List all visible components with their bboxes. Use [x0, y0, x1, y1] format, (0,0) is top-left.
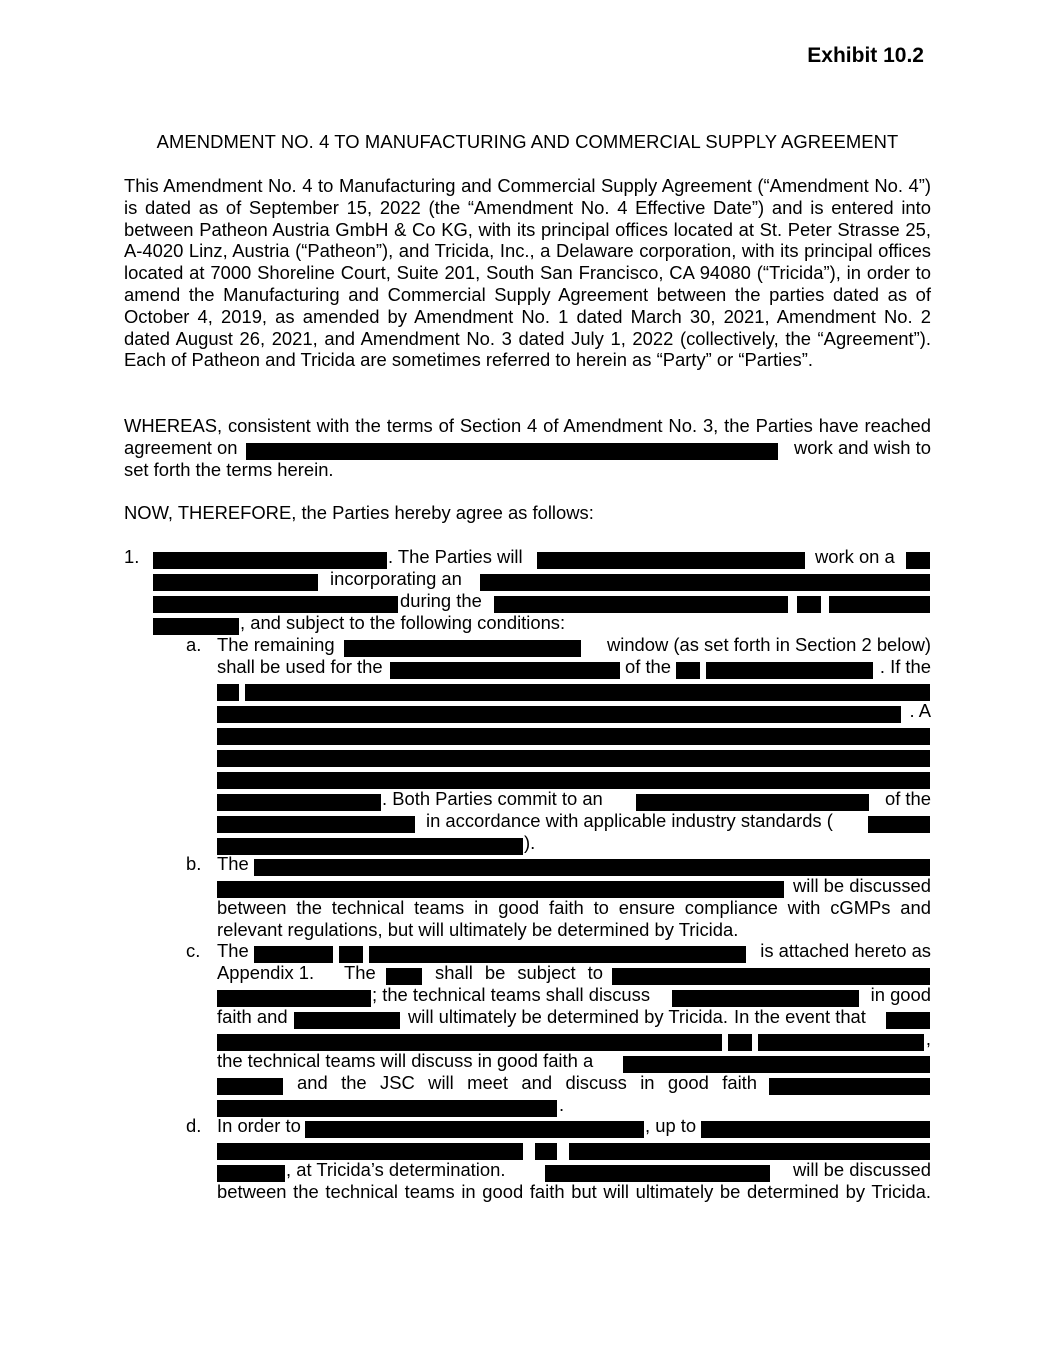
intro-paragraph: This Amendment No. 4 to Manufacturing and Commercial Supply Agreement (“Amendment No. 4”) is dated as of September 15, 2022 (the “Amendment No. 4 Effective Date”) and is entered into between Patheon Austria GmbH & Co KG, with its principal offices located at St. Peter Strasse 25, A-4020 Linz, Austria (“Patheon”), and Tricida, Inc., a Delaware corporation, with its principal offices located at 7000 Shoreline Court, Suite 201, South San Francisco, CA 94080 (“Tricida”), in order to amend the Manufacturing and Commercial Supply Agreement between the parties dated as of October 4, 2019, as amended by Amendment No. 1 dated March 30, 2021, Amendment No. 2 dated August 26, 2021, and Amendment No. 3 dated July 1, 2022 (collectively, the “Agreement”). Each of Patheon and Tricida are sometimes referred to herein as “Party” or “Parties”.: [124, 175, 931, 371]
redaction: [344, 640, 581, 657]
redaction: [153, 552, 387, 569]
item-text: The remaining: [217, 634, 335, 655]
redaction: [217, 990, 371, 1007]
redaction: [758, 1034, 924, 1051]
redaction: [769, 1078, 930, 1095]
redaction: [494, 596, 788, 613]
item-text: of the: [884, 788, 931, 809]
redaction: [728, 1034, 752, 1051]
redaction: [217, 684, 239, 701]
section1-text: incorporating an: [330, 568, 462, 589]
redaction: [217, 728, 930, 745]
item-text: between the technical teams in good faith to ensure compliance with cGMPs and: [217, 897, 931, 918]
item-text: in good: [870, 984, 931, 1005]
item-text: , up to: [645, 1115, 697, 1136]
redaction: [245, 684, 930, 701]
redaction: [569, 1143, 930, 1160]
redaction: [246, 443, 778, 460]
redaction: [672, 990, 859, 1007]
item-text: The: [217, 853, 249, 874]
redaction: [612, 968, 930, 985]
section1-text: during the: [400, 590, 482, 611]
item-text: . If the: [879, 656, 931, 677]
item-text: . A: [909, 700, 931, 721]
redaction: [254, 859, 930, 876]
item-marker: d.: [186, 1115, 202, 1136]
item-text: In the event that: [734, 1006, 866, 1027]
redaction: [829, 596, 930, 613]
redaction: [706, 662, 873, 679]
redaction: [217, 706, 901, 723]
redaction: [545, 1165, 770, 1182]
section1-text: . The Parties will: [388, 546, 523, 567]
redaction: [217, 794, 381, 811]
item-text: . Both Parties commit to an: [382, 788, 603, 809]
item-text: ,: [925, 1028, 931, 1049]
whereas-line-3: set forth the terms herein.: [124, 459, 334, 480]
redaction: [386, 968, 422, 985]
item-text: will ultimately be determined by Tricida.: [408, 1006, 728, 1027]
section1-text: , and subject to the following conditions:: [240, 612, 566, 633]
item-marker: c.: [186, 940, 201, 961]
item-text: In order to: [217, 1115, 301, 1136]
section1-text: work on a: [815, 546, 895, 567]
item-text: window (as set forth in Section 2 below): [606, 634, 931, 655]
redaction: [217, 1078, 283, 1095]
redaction: [797, 596, 821, 613]
redaction: [906, 552, 930, 569]
redaction: [217, 881, 784, 898]
item-text: between the technical teams in good faith but will ultimately be determined by Tricida.: [217, 1181, 931, 1202]
item-marker: b.: [186, 853, 202, 874]
item-text: shall be subject to: [435, 962, 603, 983]
whereas-line-1: WHEREAS, consistent with the terms of Section 4 of Amendment No. 3, the Parties have reached: [124, 415, 931, 436]
redaction: [339, 946, 363, 963]
item-text: the technical teams will discuss in good faith a: [217, 1050, 594, 1071]
document-title: AMENDMENT NO. 4 TO MANUFACTURING AND COMMERCIAL SUPPLY AGREEMENT: [156, 131, 899, 152]
redaction: [294, 1012, 400, 1029]
item-marker: a.: [186, 634, 202, 655]
item-text: is attached hereto as: [760, 940, 931, 961]
redaction: [480, 574, 930, 591]
item-text: , at Tricida’s determination.: [286, 1159, 506, 1180]
whereas-work-and-wish: work and wish to: [794, 437, 931, 458]
item-text: The: [344, 962, 376, 983]
redaction: [153, 574, 318, 591]
item-text: Appendix 1.: [217, 962, 315, 983]
item-text: faith and: [217, 1006, 288, 1027]
redaction: [217, 750, 930, 767]
item-text: will be discussed: [793, 875, 931, 896]
redaction: [217, 838, 523, 855]
item-text: ).: [524, 832, 536, 853]
item-text: of the: [625, 656, 672, 677]
item-text: and the JSC will meet and discuss in good faith: [297, 1072, 757, 1093]
whereas-agreement-on: agreement on: [124, 437, 238, 458]
redaction: [701, 1121, 930, 1138]
item-text: ; the technical teams shall discuss: [372, 984, 651, 1005]
redaction: [390, 662, 620, 679]
item-text: will be discussed: [793, 1159, 931, 1180]
redaction: [886, 1012, 930, 1029]
exhibit-label: Exhibit 10.2: [807, 44, 924, 67]
item-text: .: [559, 1094, 565, 1115]
item-text: relevant regulations, but will ultimately be determined by Tricida.: [217, 919, 739, 940]
redaction: [537, 552, 805, 569]
redaction: [217, 816, 415, 833]
now-therefore-paragraph: NOW, THEREFORE, the Parties hereby agree as follows:: [124, 502, 594, 523]
item-text: shall be used for the: [217, 656, 383, 677]
redaction: [153, 618, 239, 635]
section-number: 1.: [124, 546, 140, 567]
redaction: [217, 772, 930, 789]
redaction: [636, 794, 869, 811]
redaction: [305, 1121, 644, 1138]
redaction: [369, 946, 746, 963]
item-text: in accordance with applicable industry standards (: [426, 810, 833, 831]
redaction: [217, 1034, 722, 1051]
redaction: [535, 1143, 557, 1160]
redaction: [254, 946, 333, 963]
redaction: [623, 1056, 930, 1073]
redaction: [217, 1143, 523, 1160]
redaction: [868, 816, 930, 833]
redaction: [217, 1165, 285, 1182]
redaction: [153, 596, 398, 613]
redaction: [676, 662, 700, 679]
item-text: The: [217, 940, 249, 961]
